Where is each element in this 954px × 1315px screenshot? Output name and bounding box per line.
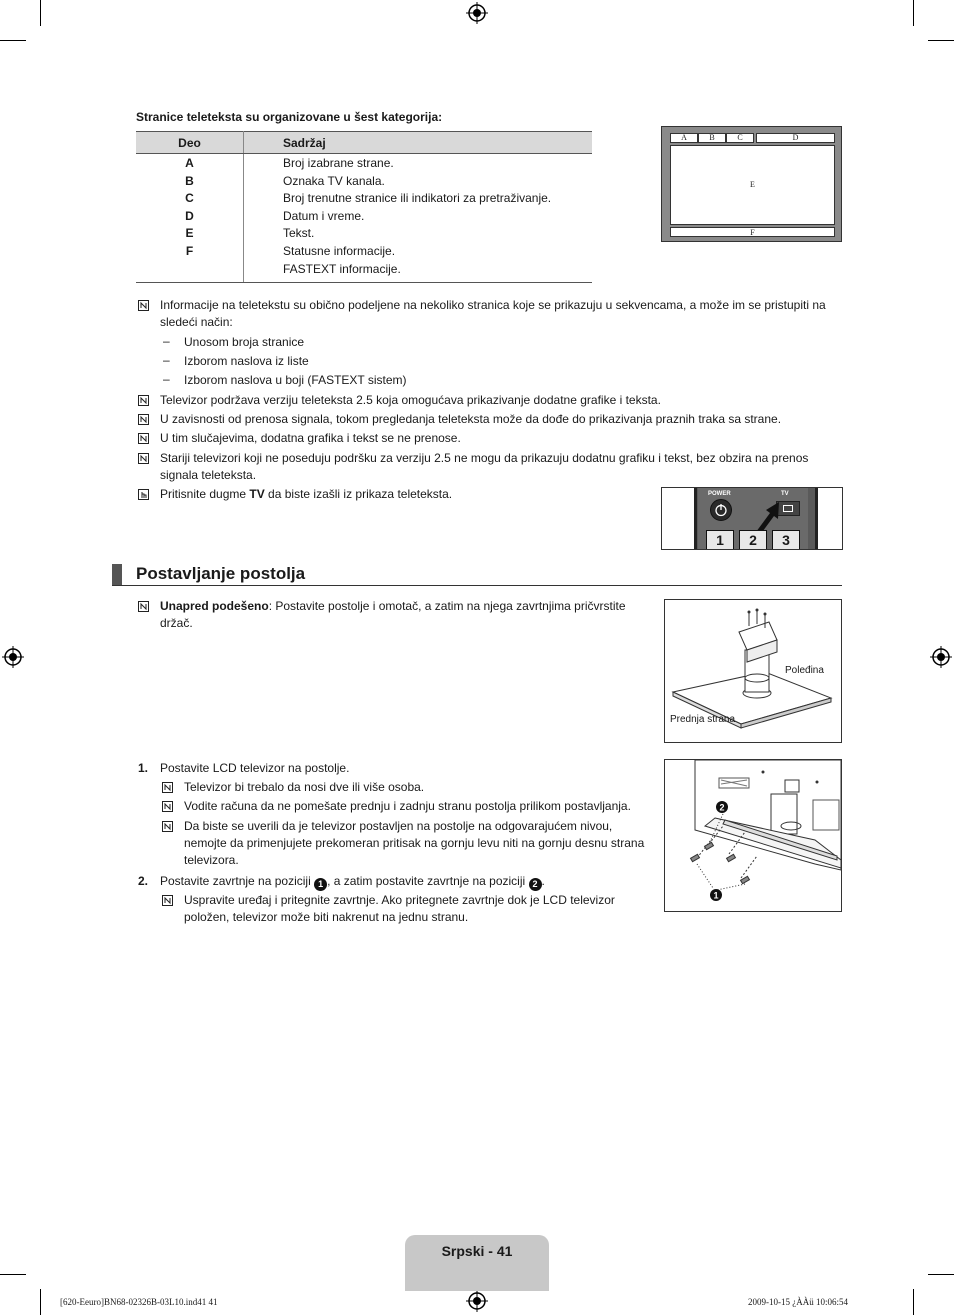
list-item: Izborom naslova iz liste [184,354,309,368]
crop-mark [928,40,954,41]
crop-mark [913,1289,914,1315]
stand-illustration [664,599,842,743]
table-row: D Datum i vreme. [136,209,592,227]
note-text: televizora. [184,853,239,867]
crop-mark [913,0,914,26]
note-text: U tim slučajevima, dodatna grafika i tekst se ne prenose. [160,431,461,445]
preset-note: držač. [160,616,193,630]
teletext-layout-diagram: A B C D E F [661,126,842,242]
note-text: Informacije na teletekstu su obično podeljene na nekoliko stranica koje se prikazuju u sekvencama, a može im se pristupiti na [160,298,826,312]
step-text: Postavite LCD televizor na postolje. [160,761,350,775]
crop-mark [0,1274,26,1275]
table-row: E Tekst. [136,226,592,244]
remote-illustration: POWER TV 1 2 3 [661,487,843,550]
label-front: Prednja strana [670,714,736,725]
note-icon [138,453,149,464]
note-icon [162,782,173,793]
note-text: Televizor podržava verziju teleteksta 2.5 koja omogućava prikazivanje dodatne grafike i teksta. [160,393,661,407]
key-1-button: 1 [706,530,734,550]
note-icon [138,300,149,311]
note-text: Vodite računa da ne pomešate prednju i zadnju stranu postolja prilikom postavljanja. [184,799,631,813]
registration-mark-icon [930,646,952,668]
list-item: Izborom naslova u boji (FASTEXT sistem) [184,373,407,387]
mounting-illustration [664,759,842,912]
note-text: nemojte da primenjujete prekomeran pritisak na gornju levu niti na gornju desnu strana [184,836,645,850]
remote-press-icon [138,489,149,500]
section-marker [112,564,122,585]
note-text: U zavisnosti od prenosa signala, tokom pregledanja teleteksta može da dođe do prikazivanja praznih traka sa strane. [160,412,782,426]
crop-mark [40,1289,41,1315]
step-number: 1. [138,761,149,775]
crop-mark [928,1274,954,1275]
key-3-button: 3 [772,530,800,550]
position-1-icon: 1 [713,890,719,901]
table-row: B Oznaka TV kanala. [136,174,592,192]
note-text: Televizor bi trebalo da nosi dve ili više osoba. [184,780,425,794]
list-item: Unosom broja stranice [184,335,305,349]
table-row: C Broj trenutne stranice ili indikatori za pretraživanje. [136,191,592,209]
label-back: Poleđina [785,665,824,676]
teletext-table [136,131,592,283]
registration-mark-icon [466,2,488,24]
section-title: Postavljanje postolja [136,564,306,583]
note-text: Da biste se uverili da je televizor postavljen na postolje na odgovarajućem nivou, [184,819,613,833]
note-text: Pritisnite dugme TV da biste izašli iz prikaza teleteksta. [160,487,453,501]
registration-mark-icon [2,646,24,668]
dash-bullet: – [163,334,170,348]
registration-mark-icon [466,1290,488,1312]
table-row: F Statusne informacije. [136,244,592,262]
position-2-icon: 2 [719,802,725,813]
dash-bullet: – [163,353,170,367]
preset-note: Unapred podešeno: Postavite postolje i omotač, a zatim na njega zavrtnjima pričvrstite [160,599,626,613]
note-text: položen, televizor može biti nakrenut na jednu stranu. [184,910,469,924]
key-2-button: 2 [739,530,767,550]
position-1-icon: 1 [314,878,327,891]
footer-file: [620-Eeuro]BN68-02326B-03L10.ind41 41 [60,1297,218,1307]
note-icon [138,601,149,612]
note-text: signala teleteksta. [160,468,257,482]
crop-mark [0,40,26,41]
note-icon [162,895,173,906]
note-icon [138,414,149,425]
note-text: sledeći način: [160,315,233,329]
power-button-icon [710,499,732,521]
col-part-header: Deo [136,132,244,154]
col-content-header: Sadržaj [244,132,593,154]
crop-mark [40,0,41,26]
step-number: 2. [138,874,149,888]
dash-bullet: – [163,372,170,386]
note-text: Uspravite uređaj i pritegnite zavrtnje. Ako pritegnete zavrtnje dok je LCD televizor [184,893,615,907]
note-icon [138,433,149,444]
position-2-icon: 2 [529,878,542,891]
teletext-heading: Stranice teleteksta su organizovane u šest kategorija: [136,110,443,124]
footer-date: 2009-10-15 ¿ÀÀü 10:06:54 [748,1297,848,1307]
step-text: Postavite zavrtnje na poziciji 1 , a zatim postavite zavrtnje na poziciji 2 . [160,874,545,889]
note-icon [138,395,149,406]
note-icon [162,801,173,812]
note-text: Stariji televizori koji ne poseduju podršku za verziju 2.5 ne mogu da prikazuju dodatnu grafiku i tekst, bez obzira na prenos [160,451,809,465]
note-icon [162,821,173,832]
table-row: A Broj izabrane strane. [136,154,592,174]
table-row: FASTEXT informacije. [136,262,592,283]
section-divider [112,585,842,586]
page-number: Srpski - 41 [441,1243,513,1259]
